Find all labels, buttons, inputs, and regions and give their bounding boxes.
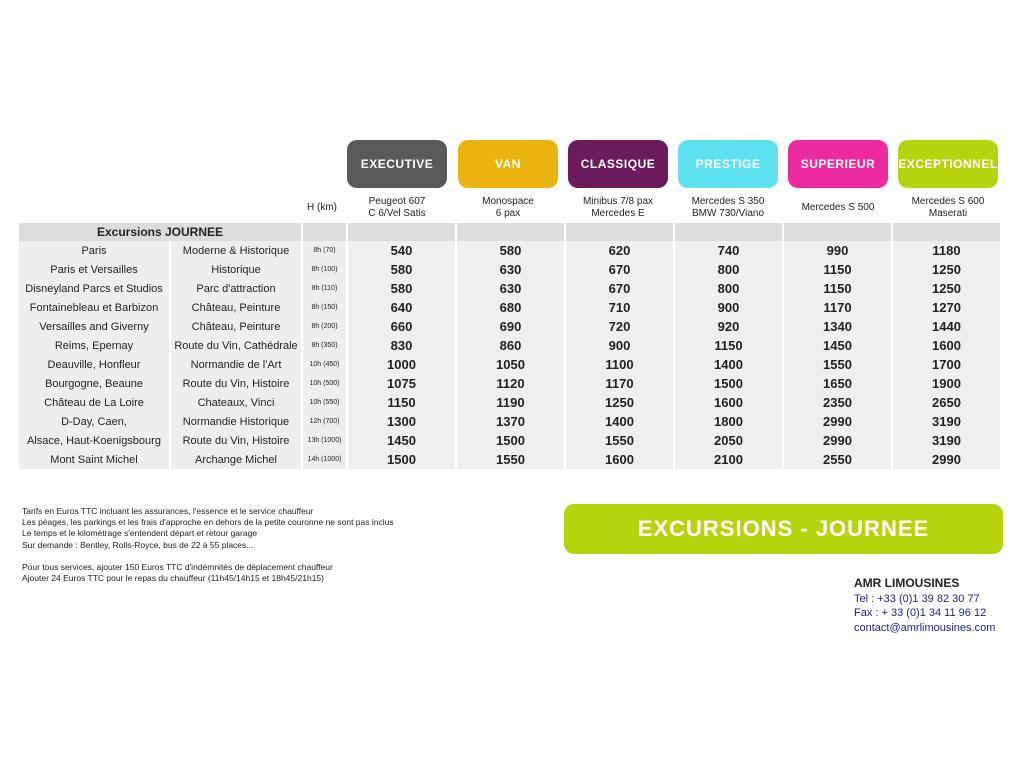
price-cell: 580 (348, 260, 455, 279)
price-cell: 1450 (348, 431, 455, 450)
table-row (19, 355, 1000, 374)
price-cell: 1550 (566, 431, 673, 450)
table-row (19, 298, 1000, 317)
vehicle-van (458, 196, 558, 220)
hours-km-cell: 14h (1000) (303, 450, 346, 469)
destination-cell: Reims, Epernay (19, 336, 169, 355)
price-cell: 1190 (457, 393, 564, 412)
vehicle-prestige (678, 196, 778, 220)
price-cell: 900 (566, 336, 673, 355)
table-row (19, 336, 1000, 355)
destination-cell: Versailles and Giverny (19, 317, 169, 336)
category-classique-badge: CLASSIQUE (568, 140, 668, 188)
price-cell: 720 (566, 317, 673, 336)
price-cell: 1150 (784, 260, 891, 279)
price-cell: 1170 (566, 374, 673, 393)
price-cell: 1170 (784, 298, 891, 317)
vehicle-line-1: Mercedes S 600 (911, 196, 985, 207)
price-cell: 1500 (457, 431, 564, 450)
theme-cell: Route du Vin, Histoire (171, 431, 301, 450)
price-cell: 3190 (893, 412, 1000, 431)
price-cell: 1450 (784, 336, 891, 355)
price-cell: 670 (566, 279, 673, 298)
price-cell: 660 (348, 317, 455, 336)
vehicle-exceptionnel (898, 196, 998, 220)
hours-km-cell: 13h (1000) (303, 431, 346, 450)
hours-km-cell: 10h (450) (303, 355, 346, 374)
vehicle-classique (568, 196, 668, 220)
category-exceptionnel-badge: EXCEPTIONNEL (898, 140, 998, 188)
price-cell: 1250 (893, 260, 1000, 279)
destination-cell: Mont Saint Michel (19, 450, 169, 469)
vehicle-line-1: Monospace (482, 196, 534, 207)
note-line: Les péages, les parkings et les frais d'approche en dehors de la petite couronne ne sont pas inclus (22, 517, 394, 528)
theme-cell: Historique (171, 260, 301, 279)
price-cell: 1100 (566, 355, 673, 374)
theme-cell: Moderne & Historique (171, 241, 301, 260)
table-row (19, 374, 1000, 393)
destination-cell: D-Day, Caen, (19, 412, 169, 431)
hours-km-cell: 8h (200) (303, 317, 346, 336)
vehicle-line-1: Peugeot 607 (368, 196, 426, 207)
price-cell: 580 (348, 279, 455, 298)
price-cell: 1270 (893, 298, 1000, 317)
price-cell: 1500 (348, 450, 455, 469)
vehicle-executive (347, 196, 447, 220)
table-row (19, 450, 1000, 469)
hours-km-cell: 10h (550) (303, 393, 346, 412)
price-cell: 860 (457, 336, 564, 355)
price-cell: 1600 (893, 336, 1000, 355)
destination-cell: Château de La Loire (19, 393, 169, 412)
price-cell: 680 (457, 298, 564, 317)
price-cell: 1050 (457, 355, 564, 374)
category-prestige-badge: PRESTIGE (678, 140, 778, 188)
hours-km-cell: 8h (100) (303, 260, 346, 279)
company-tel: Tel : +33 (0)1 39 82 30 77 (854, 592, 980, 605)
note-line: Le temps et le kilométrage s'entendent départ et retour garage (22, 528, 258, 539)
table-row (19, 260, 1000, 279)
destination-cell: Fontainebleau et Barbizon (19, 298, 169, 317)
theme-cell: Route du Vin, Cathédrale (171, 336, 301, 355)
category-executive-badge: EXECUTIVE (347, 140, 447, 188)
price-cell: 1340 (784, 317, 891, 336)
price-cell: 800 (675, 260, 782, 279)
theme-cell: Château, Peinture (171, 317, 301, 336)
price-cell: 1150 (675, 336, 782, 355)
price-cell: 1000 (348, 355, 455, 374)
price-cell: 740 (675, 241, 782, 260)
price-cell: 1370 (457, 412, 564, 431)
hours-km-header: H (km) (307, 202, 337, 213)
price-cell: 1440 (893, 317, 1000, 336)
hours-km-cell: 8h (70) (303, 241, 346, 260)
price-cell: 1120 (457, 374, 564, 393)
destination-cell: Deauville, Honfleur (19, 355, 169, 374)
theme-cell: Château, Peinture (171, 298, 301, 317)
price-cell: 1250 (893, 279, 1000, 298)
table-row (19, 431, 1000, 450)
header-cell (784, 223, 891, 241)
hours-km-cell: 8h (350) (303, 336, 346, 355)
terms-notes (22, 506, 394, 584)
price-cell: 2990 (893, 450, 1000, 469)
price-cell: 1600 (566, 450, 673, 469)
header-cell (457, 223, 564, 241)
theme-cell: Normandie de l'Art (171, 355, 301, 374)
vehicle-line-2: Maserati (928, 208, 968, 219)
header-cell (893, 223, 1000, 241)
table-row (19, 317, 1000, 336)
price-cell: 1700 (893, 355, 1000, 374)
destination-cell: Paris et Versailles (19, 260, 169, 279)
header-cell (566, 223, 673, 241)
destination-cell: Bourgogne, Beaune (19, 374, 169, 393)
price-cell: 990 (784, 241, 891, 260)
vehicle-line-1: Mercedes S 500 (801, 202, 875, 213)
price-cell: 640 (348, 298, 455, 317)
price-cell: 1650 (784, 374, 891, 393)
note-line: Pour tous services, ajouter 150 Euros TTC d'indémnités de déplacement chauffeur (22, 561, 333, 572)
note-spacer (22, 551, 394, 562)
price-cell: 1400 (566, 412, 673, 431)
price-cell: 1300 (348, 412, 455, 431)
theme-cell: Parc d'attraction (171, 279, 301, 298)
price-cell: 3190 (893, 431, 1000, 450)
price-cell: 670 (566, 260, 673, 279)
table-header-row (19, 223, 1000, 241)
price-cell: 920 (675, 317, 782, 336)
excursions-banner: EXCURSIONS - JOURNEE (564, 504, 1003, 554)
price-cell: 2100 (675, 450, 782, 469)
table-row (19, 393, 1000, 412)
header-cell (675, 223, 782, 241)
category-superieur-badge: SUPERIEUR (788, 140, 888, 188)
table-row (19, 279, 1000, 298)
price-cell: 630 (457, 279, 564, 298)
price-cell: 620 (566, 241, 673, 260)
company-name: AMR LIMOUSINES (854, 576, 960, 590)
price-cell: 540 (348, 241, 455, 260)
price-cell: 900 (675, 298, 782, 317)
table-title: Excursions JOURNEE (19, 223, 301, 241)
company-contact (854, 576, 995, 635)
note-line: Tarifs en Euros TTC incluant les assurances, l'essence et le service chauffeur (22, 506, 314, 516)
header-cell (303, 223, 346, 241)
table-row (19, 241, 1000, 260)
price-cell: 1075 (348, 374, 455, 393)
price-cell: 1400 (675, 355, 782, 374)
price-cell: 1500 (675, 374, 782, 393)
theme-cell: Normandie Historique (171, 412, 301, 431)
vehicle-line-2: C 6/Vel Satis (368, 208, 426, 219)
price-cell: 1600 (675, 393, 782, 412)
price-cell: 830 (348, 336, 455, 355)
price-cell: 1900 (893, 374, 1000, 393)
price-cell: 1550 (784, 355, 891, 374)
company-fax: Fax : + 33 (0)1 34 11 96 12 (854, 607, 987, 619)
vehicle-line-1: Minibus 7/8 pax (582, 196, 654, 207)
price-cell: 710 (566, 298, 673, 317)
theme-cell: Chateaux, Vinci (171, 393, 301, 412)
note-line: Sur demande : Bentley, Rolls-Royce, bus de 22 à 55 places... (22, 539, 254, 550)
price-cell: 630 (457, 260, 564, 279)
theme-cell: Archange Michel (171, 450, 301, 469)
price-cell: 580 (457, 241, 564, 260)
price-cell: 1800 (675, 412, 782, 431)
category-van-badge: VAN (458, 140, 558, 188)
vehicle-line-2: Mercedes E (591, 208, 645, 219)
destination-cell: Alsace, Haut-Koenigsbourg (19, 431, 169, 450)
price-cell: 800 (675, 279, 782, 298)
price-cell: 2990 (784, 431, 891, 450)
hours-km-cell: 10h (500) (303, 374, 346, 393)
note-line: Ajouter 24 Euros TTC pour le repas du chauffeur (11h45/14h15 et 18h45/21h15) (22, 573, 324, 584)
theme-cell: Route du Vin, Histoire (171, 374, 301, 393)
price-cell: 1180 (893, 241, 1000, 260)
price-cell: 1250 (566, 393, 673, 412)
company-email[interactable]: contact@amrlimousines.com (854, 621, 996, 634)
price-cell: 2650 (893, 393, 1000, 412)
header-cell (348, 223, 455, 241)
price-cell: 1550 (457, 450, 564, 469)
price-table (17, 223, 1002, 469)
destination-cell: Disneyland Parcs et Studios (19, 279, 169, 298)
destination-cell: Paris (19, 241, 169, 260)
price-cell: 2990 (784, 412, 891, 431)
table-row (19, 412, 1000, 431)
vehicle-line-2: BMW 730/Viano (691, 208, 765, 219)
price-cell: 2550 (784, 450, 891, 469)
hours-km-cell: 12h (700) (303, 412, 346, 431)
hours-km-cell: 8h (150) (303, 298, 346, 317)
price-cell: 690 (457, 317, 564, 336)
price-cell: 2350 (784, 393, 891, 412)
vehicle-line-2: 6 pax (495, 208, 521, 219)
price-cell: 2050 (675, 431, 782, 450)
hours-km-cell: 8h (110) (303, 279, 346, 298)
price-cell: 1150 (784, 279, 891, 298)
price-cell: 1150 (348, 393, 455, 412)
vehicle-superieur (788, 202, 888, 214)
vehicle-line-1: Mercedes S 350 (691, 196, 765, 207)
